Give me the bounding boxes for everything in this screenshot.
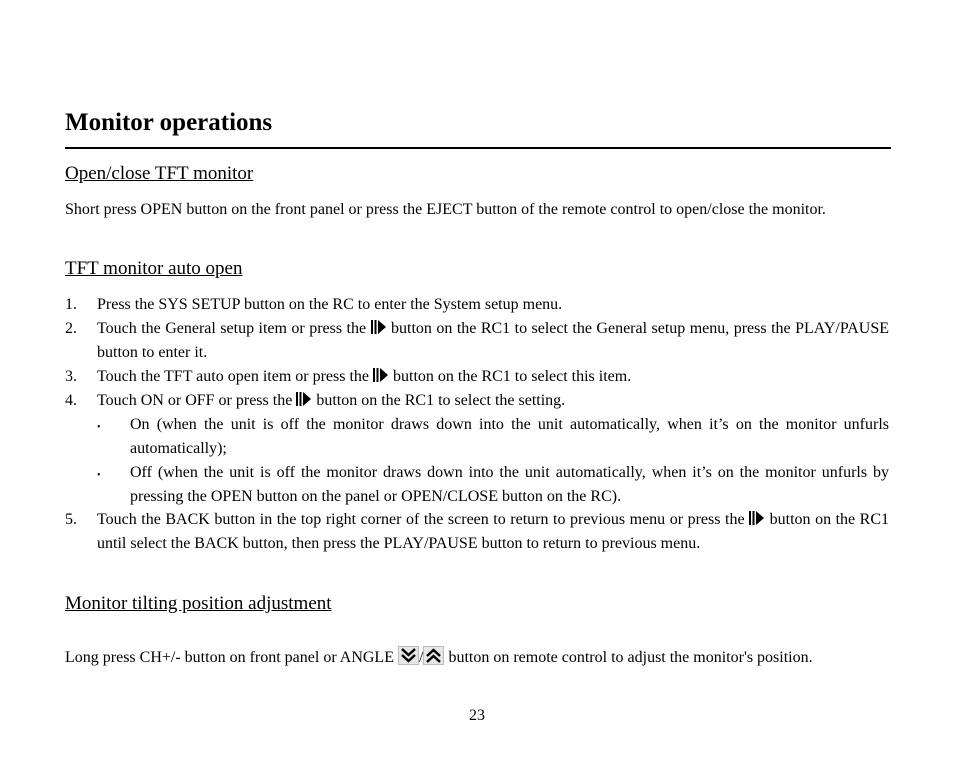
list-number: 5. [65,511,77,528]
list-text: Press the SYS SETUP button on the RC to enter the System setup menu. [97,296,563,313]
step-play-icon [373,368,389,382]
list-text: Touch ON or OFF or press the button on the RC1 to select the setting. [97,392,566,409]
title-rule [65,147,891,149]
double-chevron-up-icon [423,646,444,665]
double-chevron-down-icon [398,646,419,665]
page-title: Monitor operations [65,109,273,136]
list-number: 4. [65,392,77,409]
list-text: Touch the TFT auto open item or press the button on the RC1 to select this item. [97,368,632,385]
list-number: 1. [65,296,77,313]
bullet: • [97,422,101,433]
step-play-icon [749,511,765,525]
tilt-paragraph: Long press CH+/- button on front panel or ANGLE / button on remote control to adjust the monitor's position. [65,641,889,675]
step-play-icon [371,320,387,334]
list-text: Touch the BACK button in the top right corner of the screen to return to previous menu or press the button on the RC1 until select the BACK button, then press the PLAY/PAUSE button to return to previous menu. [97,511,890,552]
section-heading-tilt: Monitor tilting position adjustment [65,593,332,614]
section-heading-open-close: Open/close TFT monitor [65,163,254,184]
list-number: 3. [65,368,77,385]
option-text: Off (when the unit is off the monitor draws down into the unit automatically, when it’s on the monitor unfurls by pressing the OPEN button on the panel or OPEN/CLOSE button on the RC). [130,464,889,505]
step-play-icon [296,392,312,406]
list-number: 2. [65,320,77,337]
bullet: • [97,470,101,481]
option-text: On (when the unit is off the monitor draws down into the unit automatically, when it’s on the monitor unfurls automatically); [130,416,889,457]
page-number: 23 [469,707,485,724]
section-heading-auto-open: TFT monitor auto open [65,258,243,279]
list-text: Touch the General setup item or press the button on the RC1 to select the General setup menu, press the PLAY/PAUSE button to enter it. [97,320,890,361]
open-close-paragraph: Short press OPEN button on the front panel or press the EJECT button of the remote control to open/close the monitor. [65,201,826,218]
